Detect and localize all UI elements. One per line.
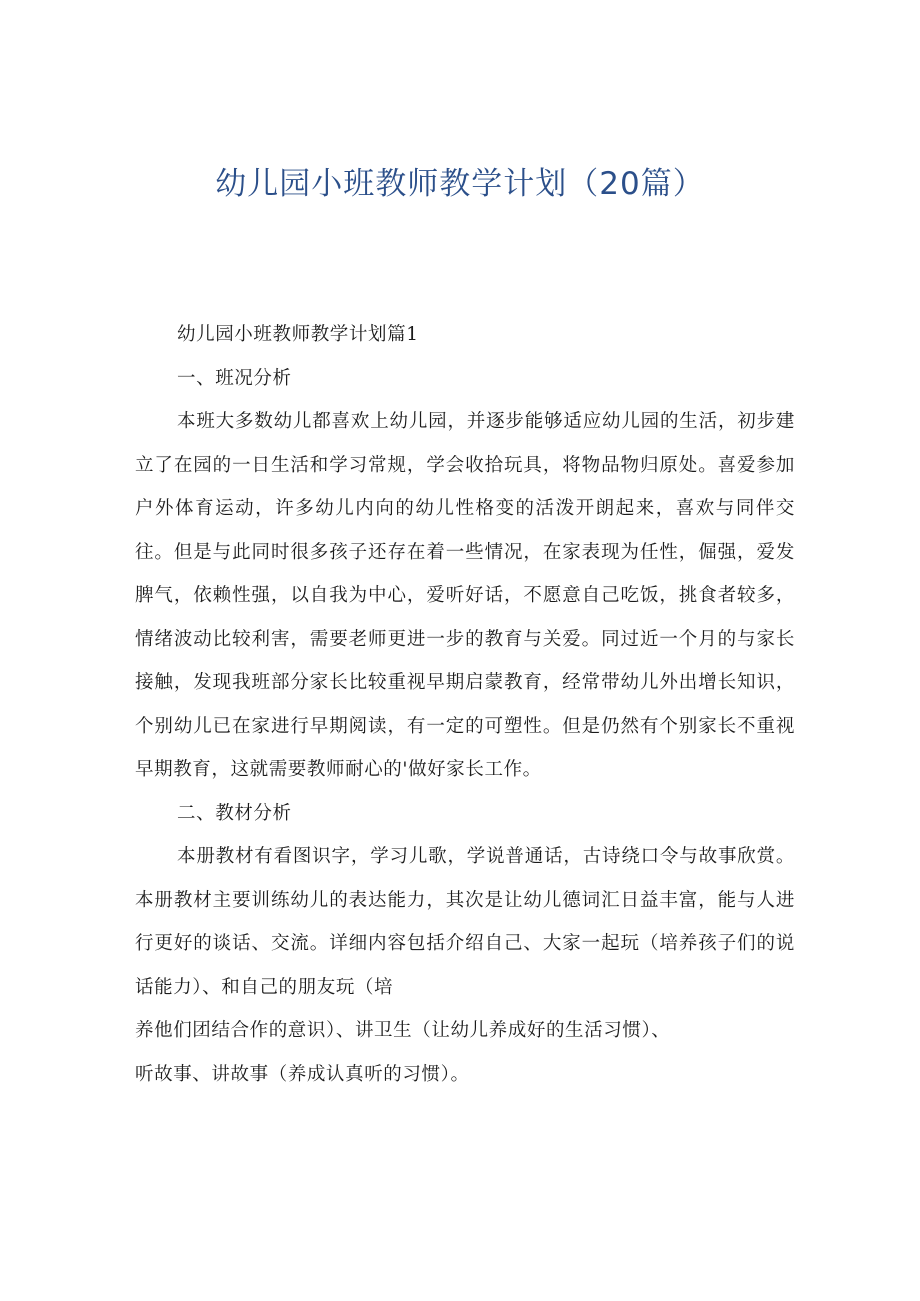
document-body (135, 313, 795, 1096)
section-paragraph-class-analysis: 本班大多数幼儿都喜欢上幼儿园，并逐步能够适应幼儿园的生活，初步建立了在园的一日生活和学习常规，学会收拾玩具，将物品物归原处。喜爱参加户外体育运动，许多幼儿内向的幼儿性格变的活泼开朗起来，喜欢与同伴交往。但是与此同时很多孩子还存在着一些情况，在家表现为任性，倔强，爱发脾气，依赖性强，以自我为中心，爱听好话，不愿意自己吃饭，挑食者较多，情绪波动比较利害，需要老师更进一步的教育与关爱。同过近一个月的与家长接触，发现我班部分家长比较重视早期启蒙教育，经常带幼儿外出增长知识，个别幼儿已在家进行早期阅读，有一定的可塑性。但是仍然有个别家长不重视早期教育，这就需要教师耐心的'做好家长工作。 (135, 411, 795, 780)
document-title: 幼儿园小班教师教学计划（20篇） (215, 166, 705, 202)
section-paragraph-material-analysis: 本册教材有看图识字，学习儿歌，学说普通话，古诗绕口令与故事欣赏。本册教材主要训练幼儿的表达能力，其次是让幼儿德词汇日益丰富，能与人进行更好的谈话、交流。详细内容包括介绍自己、大家一起玩（培养孩子们的说话能力）、和自己的朋友玩（培 (135, 846, 795, 998)
section-heading-material-analysis: 二、教材分析 (177, 802, 292, 824)
section-heading-class-analysis: 一、班况分析 (177, 367, 292, 389)
section-paragraph-continuation-1: 养他们团结合作的意识）、讲卫生（让幼儿养成好的生活习惯）、 (135, 1020, 671, 1041)
plan-subtitle: 幼儿园小班教师教学计划篇1 (177, 324, 419, 345)
section-paragraph-continuation-2: 听故事、讲故事（养成认真听的习惯）。 (135, 1063, 470, 1085)
